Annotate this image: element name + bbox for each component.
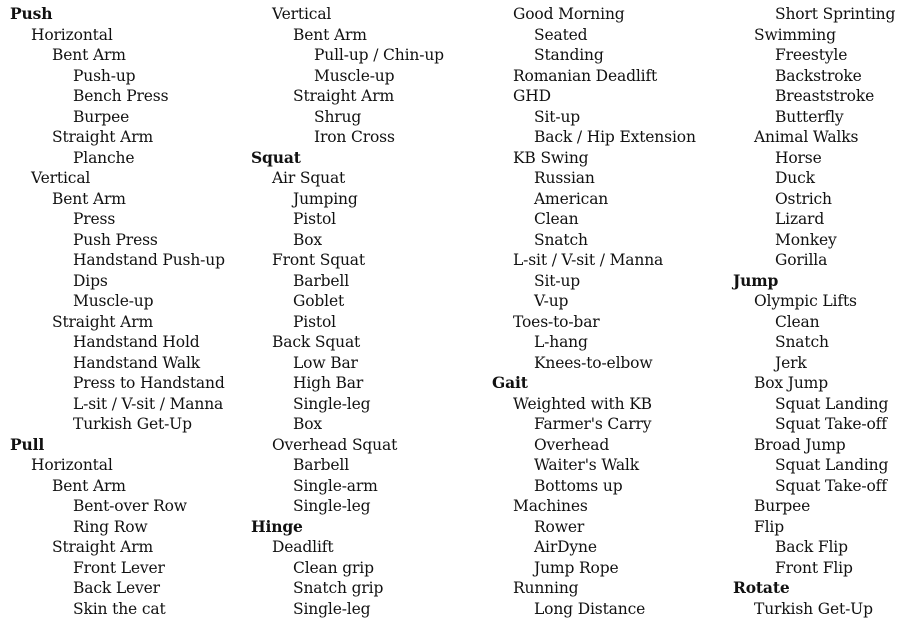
exercise-item: Seated bbox=[534, 25, 588, 44]
exercise-item: Bent Arm bbox=[52, 189, 126, 208]
category-heading: Gait bbox=[492, 373, 528, 392]
exercise-item: Sit-up bbox=[534, 271, 581, 290]
subcategory-item: Animal Walks bbox=[754, 128, 859, 146]
exercise-item: Straight Arm bbox=[52, 312, 154, 331]
column-1 bbox=[10, 4, 240, 619]
exercise-item: Straight Arm bbox=[52, 538, 154, 556]
exercise-item: Box bbox=[293, 415, 323, 433]
exercise-item: Rower bbox=[534, 517, 585, 536]
exercise-item: Barbell bbox=[293, 271, 350, 290]
exercise-item: Bent Arm bbox=[52, 46, 126, 64]
exercise-item: Iron Cross bbox=[314, 128, 395, 146]
subcategory-item: Weighted with KB bbox=[513, 394, 652, 413]
exercise-item: Duck bbox=[775, 169, 815, 187]
exercise-item: Russian bbox=[534, 169, 595, 187]
exercise-item: Clean bbox=[534, 210, 579, 228]
exercise-item: Skin the cat bbox=[73, 599, 166, 618]
exercise-item: Snatch bbox=[775, 333, 829, 351]
exercise-item: Push Press bbox=[73, 230, 158, 249]
exercise-item: American bbox=[534, 189, 609, 208]
exercise-item: Back / Hip Extension bbox=[534, 128, 696, 146]
exercise-item: Standing bbox=[534, 46, 604, 64]
subcategory-item: Machines bbox=[513, 497, 588, 515]
exercise-item: Squat Landing bbox=[775, 394, 889, 413]
exercise-item: Handstand Walk bbox=[73, 353, 200, 372]
exercise-item: Sit-up bbox=[534, 107, 581, 126]
category-heading: Jump bbox=[733, 270, 779, 290]
exercise-item: Freestyle bbox=[775, 46, 848, 64]
subcategory-item: Vertical bbox=[31, 169, 91, 187]
exercise-item: Front Lever bbox=[73, 558, 165, 577]
category-heading: Push bbox=[10, 4, 53, 23]
subcategory-item: Horizontal bbox=[31, 25, 113, 44]
exercise-item: Handstand Push-up bbox=[73, 251, 225, 269]
subcategory-item: Good Morning bbox=[513, 5, 625, 23]
exercise-item: Squat Take-off bbox=[775, 415, 887, 433]
column-2 bbox=[251, 4, 491, 619]
subcategory-item: L-sit / V-sit / Manna bbox=[513, 251, 664, 269]
subcategory-item: Overhead Squat bbox=[272, 435, 398, 454]
exercise-item: Goblet bbox=[293, 292, 345, 310]
exercise-item: Clean grip bbox=[293, 558, 374, 577]
subcategory-item: Swimming bbox=[754, 25, 836, 44]
exercise-item: Lizard bbox=[775, 210, 825, 228]
subcategory-item: Turkish Get-Up bbox=[754, 599, 873, 618]
column-3 bbox=[492, 4, 732, 619]
exercise-item: Burpee bbox=[73, 107, 130, 126]
column-4 bbox=[733, 4, 900, 619]
exercise-item: Ostrich bbox=[775, 189, 832, 208]
exercise-item: Ring Row bbox=[73, 517, 148, 536]
category-heading: Hinge bbox=[251, 516, 303, 536]
exercise-item: Overhead bbox=[534, 435, 610, 454]
subcategory-item: Broad Jump bbox=[754, 435, 846, 454]
exercise-item: Straight Arm bbox=[293, 87, 395, 105]
exercise-item: Squat Take-off bbox=[775, 476, 887, 495]
exercise-item: Box bbox=[293, 230, 323, 249]
exercise-item: Bent Arm bbox=[293, 25, 367, 44]
exercise-item: Monkey bbox=[775, 230, 837, 249]
subcategory-item: Box Jump bbox=[754, 374, 829, 392]
exercise-item: Farmer's Carry bbox=[534, 415, 652, 433]
exercise-item: Breaststroke bbox=[775, 87, 875, 105]
subcategory-item: Running bbox=[513, 579, 579, 597]
exercise-item: Bench Press bbox=[73, 87, 169, 105]
exercise-item: Low Bar bbox=[293, 353, 358, 372]
exercise-item: Muscle-up bbox=[73, 292, 154, 310]
exercise-item: Clean bbox=[775, 312, 820, 331]
exercise-item: Jerk bbox=[775, 353, 807, 372]
exercise-item: L-sit / V-sit / Manna bbox=[73, 394, 224, 413]
exercise-item: Shrug bbox=[314, 107, 362, 126]
exercise-item: Gorilla bbox=[775, 251, 828, 269]
exercise-item: Muscle-up bbox=[314, 66, 395, 85]
category-heading: Squat bbox=[251, 147, 301, 167]
subcategory-item: Toes-to-bar bbox=[513, 312, 600, 331]
exercise-item: Back Lever bbox=[73, 579, 160, 597]
exercise-item: Snatch grip bbox=[293, 579, 384, 597]
exercise-item: Barbell bbox=[293, 456, 350, 474]
subcategory-item: Front Squat bbox=[272, 251, 365, 269]
exercise-item: Front Flip bbox=[775, 558, 853, 577]
exercise-item: Pistol bbox=[293, 210, 336, 228]
subcategory-item: Deadlift bbox=[272, 538, 334, 556]
exercise-item: Single-leg bbox=[293, 497, 371, 515]
exercise-item: Pistol bbox=[293, 312, 336, 331]
exercise-item: L-hang bbox=[534, 333, 588, 351]
exercise-item: Snatch bbox=[534, 230, 588, 249]
subcategory-item: Horizontal bbox=[31, 456, 113, 474]
subcategory-item: Flip bbox=[754, 517, 784, 536]
subcategory-item: KB Swing bbox=[513, 148, 589, 167]
exercise-item: Waiter's Walk bbox=[534, 456, 639, 474]
subcategory-item: Olympic Lifts bbox=[754, 292, 857, 310]
subcategory-item: Back Squat bbox=[272, 333, 361, 351]
exercise-item: Bent-over Row bbox=[73, 497, 187, 515]
exercise-item: Pull-up / Chin-up bbox=[314, 46, 444, 64]
subcategory-item: GHD bbox=[513, 87, 551, 105]
exercise-item: Handstand Hold bbox=[73, 333, 200, 351]
exercise-item: AirDyne bbox=[534, 538, 597, 556]
exercise-item: Bottoms up bbox=[534, 476, 623, 495]
subcategory-item: Vertical bbox=[272, 5, 332, 23]
exercise-item: Jumping bbox=[293, 189, 358, 208]
exercise-item: Butterfly bbox=[775, 107, 844, 126]
exercise-item: Push-up bbox=[73, 66, 136, 85]
exercise-item: Backstroke bbox=[775, 66, 862, 85]
exercise-item: Jump Rope bbox=[534, 558, 619, 577]
category-heading: Pull bbox=[10, 434, 45, 454]
exercise-item: Knees-to-elbow bbox=[534, 353, 653, 372]
exercise-item: Single-leg bbox=[293, 599, 371, 618]
subcategory-item: Air Squat bbox=[272, 169, 346, 187]
exercise-item: High Bar bbox=[293, 374, 364, 392]
category-heading: Rotate bbox=[733, 578, 790, 597]
exercise-item: Straight Arm bbox=[52, 128, 154, 146]
exercise-item: Planche bbox=[73, 148, 135, 167]
exercise-item: V-up bbox=[534, 292, 569, 310]
exercise-item: Single-arm bbox=[293, 476, 378, 495]
exercise-item: Horse bbox=[775, 148, 822, 167]
subcategory-item: Burpee bbox=[754, 497, 811, 515]
exercise-item: Bent Arm bbox=[52, 476, 126, 495]
exercise-item: Squat Landing bbox=[775, 456, 889, 474]
exercise-item: Back Flip bbox=[775, 538, 848, 556]
subcategory-item: Romanian Deadlift bbox=[513, 66, 658, 85]
exercise-item: Press to Handstand bbox=[73, 374, 225, 392]
exercise-item: Press bbox=[73, 210, 116, 228]
exercise-item: Short Sprinting bbox=[775, 5, 896, 23]
exercise-item: Dips bbox=[73, 271, 108, 290]
exercise-item: Single-leg bbox=[293, 394, 371, 413]
exercise-item: Long Distance bbox=[534, 599, 646, 618]
exercise-item: Turkish Get-Up bbox=[73, 415, 192, 433]
